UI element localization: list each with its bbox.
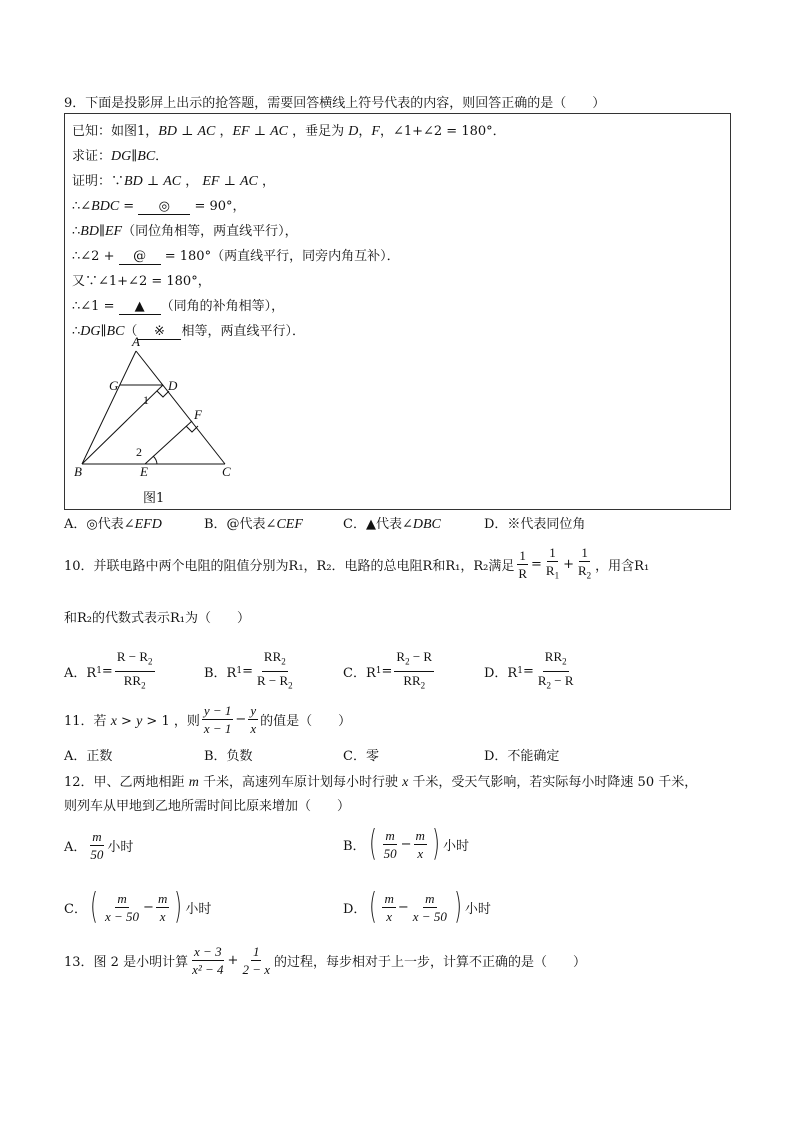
- q10-stem: 10．并联电路中两个电阻的阻值分别为R₁，R₂．电路的总电阻R和R₁，R₂满足 $\frac{1}{R}$ = $\frac{1}{R_1}$ + $\frac{1}{R_2}$ ，用含R₁: [64, 545, 650, 581]
- q11-option-a: A．正数: [64, 749, 113, 764]
- figure-1-caption: 图1: [143, 491, 165, 506]
- q9-proof-2: ∴∠BDC = ◎ = 90°，: [72, 199, 246, 214]
- q9-stem: 9．下面是投影屏上出示的抢答题，需要回答横线上符号代表的内容，则回答正确的是（ ）: [64, 96, 606, 111]
- q12-stem-2: 则列车从甲地到乙地所需时间比原来增加（ ）: [64, 799, 351, 814]
- q9-proof-4: ∴∠2 + @ = 180°（两直线平行，同旁内角互补）．: [72, 249, 400, 264]
- segment-ef: [145, 421, 192, 464]
- q10-option-c: C．R 1 = $\frac{R_2 - R}{RR_2}$: [343, 649, 433, 691]
- q12-option-b: B． ( $\frac{m}{50}$ − $\frac{m}{x}$ ) 小时: [343, 823, 469, 864]
- q9-option-c: C．▲代表∠DBC: [343, 517, 441, 532]
- q10-option-b: B．R 1 = $\frac{RR_2}{R - R_2}$: [204, 649, 293, 691]
- q9-proof-7: ∴DG∥BC（ ※ 相等，两直线平行）．: [72, 324, 305, 339]
- q9-box: [64, 113, 731, 510]
- label-e: E: [140, 464, 148, 479]
- q9-prove: 求证：DG∥BC．: [72, 149, 169, 164]
- q11-option-d: D．不能确定: [484, 749, 560, 764]
- q9-proof-3: ∴BD∥EF（同位角相等，两直线平行），: [72, 224, 298, 239]
- q9-proof-1: 证明：∵BD ⊥ AC ， EF ⊥ AC ，: [72, 174, 275, 189]
- q10-option-d: D．R 1 = $\frac{RR_2}{R_2 - R}$: [484, 649, 574, 691]
- angle-2-arc: [153, 456, 157, 464]
- q10-option-a: A．R 1 = $\frac{R - R_2}{RR_2}$: [64, 649, 153, 691]
- q10-stem-2: 和R₂的代数式表示R₁为（ ）: [64, 611, 250, 626]
- q11-stem: 11．若 x > y > 1 ，则 $\frac{y - 1}{x - 1}$ − $\frac{y}{x}$ 的值是（ ）: [64, 703, 352, 736]
- segment-bd: [82, 385, 163, 464]
- q9-proof-6: ∴∠1 = ▲ （同角的补角相等），: [72, 299, 285, 314]
- q9-option-b: B．@代表∠CEF: [204, 517, 303, 532]
- label-g: G: [109, 378, 119, 393]
- label-1: 1: [143, 393, 149, 407]
- q9-option-a: A．◎代表∠EFD: [64, 517, 162, 532]
- q12-option-a: A． $\frac{m}{50}$ 小时: [64, 829, 134, 862]
- q9-figure: [65, 114, 730, 509]
- q13-stem: 13．图 2 是小明计算 $\frac{x - 3}{\text{x² − 4}}$ + $\frac{1}{2 - x}$ 的过程，每步相对于上一步，计算不正确的是（ ）: [64, 944, 586, 977]
- q9-proof-5: 又∵∠1+∠2 = 180°，: [72, 274, 211, 289]
- q9-option-d: D．※代表同位角: [484, 517, 586, 532]
- side-ac: [136, 351, 225, 464]
- label-2: 2: [136, 445, 142, 459]
- label-b: B: [74, 464, 82, 479]
- label-a: A: [132, 334, 140, 349]
- q12-option-d: D． ( $\frac{m}{x}$ − $\frac{m}{x - 50}$ ) 小时: [343, 886, 491, 927]
- label-c: C: [222, 464, 231, 479]
- q11-option-b: B．负数: [204, 749, 253, 764]
- q12-option-c: C． ( $\frac{m}{x - 50}$ − $\frac{m}{x}$ ) 小时: [64, 886, 212, 927]
- label-f: F: [194, 407, 202, 422]
- q11-option-c: C．零: [343, 749, 379, 764]
- label-d: D: [168, 378, 178, 393]
- q12-stem-1: 12．甲、乙两地相距 m 千米，高速列车原计划每小时行驶 x 千米，受天气影响，若实际每小时降速 50 千米，: [64, 775, 698, 790]
- q9-given: 已知：如图1，BD ⊥ AC ，EF ⊥ AC ，垂足为 D，F，∠1+∠2 = 180°．: [72, 124, 506, 139]
- side-ab: [82, 351, 136, 464]
